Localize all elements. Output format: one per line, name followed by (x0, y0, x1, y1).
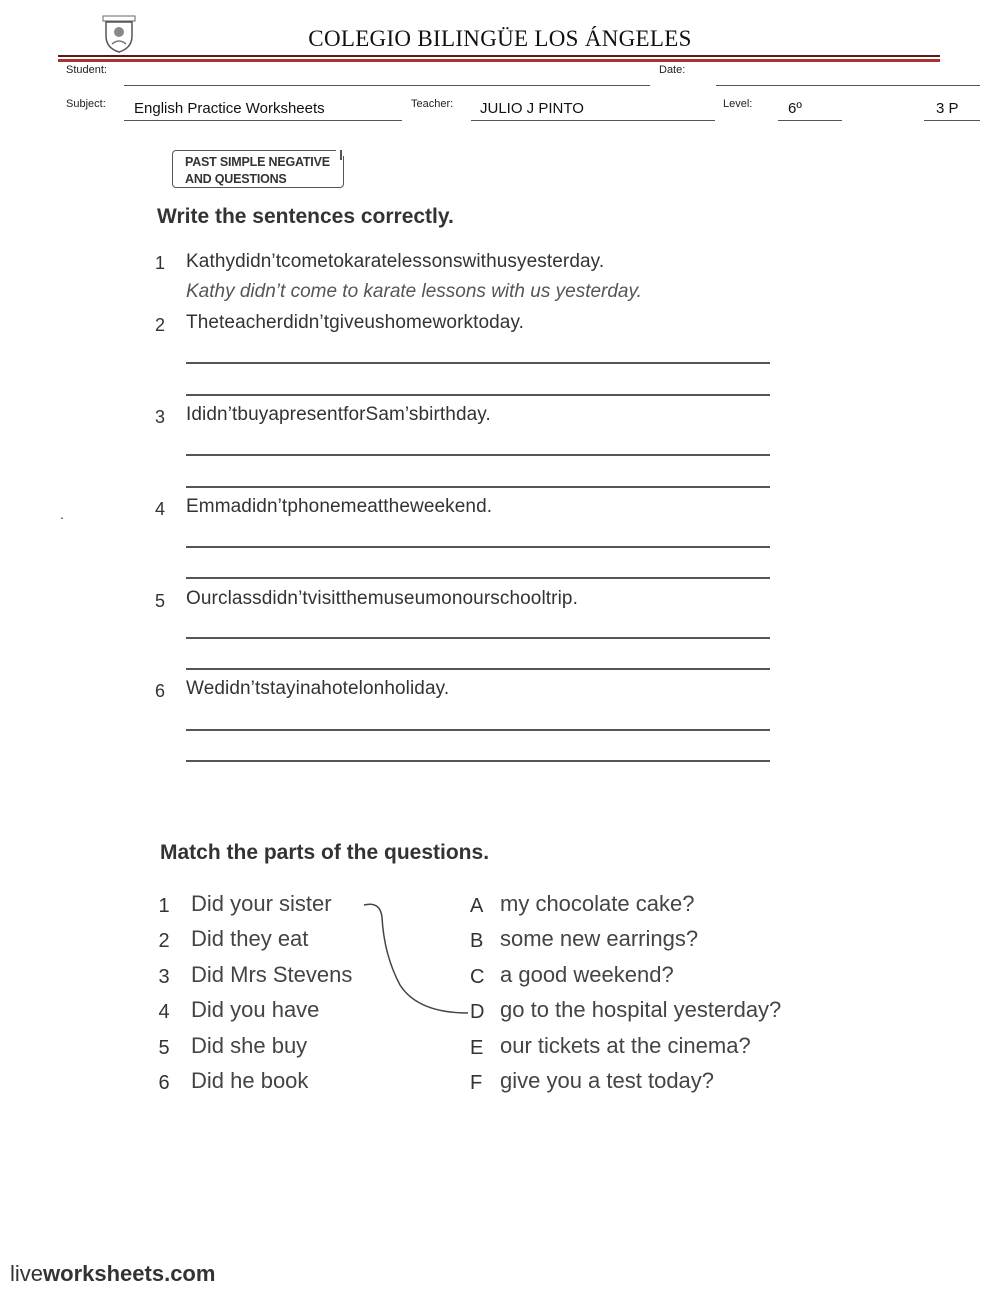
answer-line[interactable] (186, 486, 770, 488)
level-value: 6º (788, 100, 802, 117)
match-left-number: 4 (158, 1001, 170, 1023)
exercise1-title: Write the sentences correctly. (157, 205, 454, 228)
match-right-letter: D (470, 1001, 485, 1023)
answer-line[interactable] (186, 454, 770, 456)
teacher-field-line (471, 120, 715, 121)
match-left-item[interactable]: Did Mrs Stevens (191, 962, 353, 987)
match-left-number: 2 (158, 930, 170, 952)
stray-mark: . (60, 506, 64, 522)
match-right-item[interactable]: give you a test today? (500, 1068, 715, 1093)
match-left-number: 1 (158, 895, 170, 917)
subject-label: Subject: (66, 98, 106, 110)
teacher-label: Teacher: (411, 98, 454, 110)
group-field-line (924, 120, 980, 121)
match-left-item[interactable]: Did they eat (191, 926, 309, 951)
match-left-number: 6 (158, 1072, 170, 1094)
date-label: Date: (659, 64, 686, 76)
match-connector-line (360, 895, 470, 1020)
answer-line[interactable] (186, 668, 770, 670)
topic-tag-line1: PAST SIMPLE NEGATIVE (185, 155, 330, 169)
answer-line[interactable] (186, 362, 770, 364)
ex1-item-text: Theteacherdidn’tgiveushomeworktoday. (186, 312, 525, 333)
ex1-item-text: Ourclassdidn’tvisitthemuseumonourschooltrip. (186, 588, 578, 609)
level-label: Level: (723, 98, 753, 110)
teacher-value: JULIO J PINTO (480, 100, 584, 117)
ex1-item-number: 6 (154, 681, 165, 701)
tag-notch-line (340, 150, 342, 160)
liveworksheets-logo (10, 1261, 215, 1287)
match-right-item[interactable]: some new earrings? (500, 926, 699, 951)
ex1-item-number: 3 (154, 407, 165, 427)
header-rule-red (58, 59, 940, 62)
school-name: COLEGIO BILINGÜE LOS ÁNGELES (308, 26, 692, 51)
student-label: Student: (66, 64, 107, 76)
match-right-item[interactable]: my chocolate cake? (500, 891, 695, 916)
answer-line[interactable] (186, 729, 770, 731)
exercise2-title: Match the parts of the questions. (160, 841, 490, 864)
level-field-line (778, 120, 842, 121)
header-rule-dark (58, 55, 940, 57)
match-right-item[interactable]: our tickets at the cinema? (500, 1033, 751, 1058)
match-left-item[interactable]: Did he book (191, 1068, 309, 1093)
match-right-letter: B (470, 930, 484, 952)
answer-line[interactable] (186, 760, 770, 762)
match-left-number: 3 (158, 966, 170, 988)
match-right-item[interactable]: go to the hospital yesterday? (500, 997, 782, 1022)
ex1-item-number: 1 (154, 253, 165, 273)
ex1-item-number: 5 (154, 591, 165, 611)
student-field[interactable] (124, 85, 650, 86)
ex1-item-number: 2 (154, 315, 165, 335)
ex1-item-text: Wedidn’tstayinahotelonholiday. (186, 678, 450, 699)
ex1-item-number: 4 (154, 499, 165, 519)
match-left-number: 5 (158, 1037, 170, 1059)
topic-tag-line2: AND QUESTIONS (185, 172, 287, 186)
match-right-letter: A (470, 895, 484, 917)
match-left-item[interactable]: Did your sister (191, 891, 332, 916)
ex1-item-text: Kathydidn’tcometokaratelessonswithusyesterday. (186, 251, 605, 272)
subject-field-line (124, 120, 402, 121)
match-right-letter: E (470, 1037, 484, 1059)
match-left-item[interactable]: Did you have (191, 997, 320, 1022)
match-left-item[interactable]: Did she buy (191, 1033, 308, 1058)
group-value: 3 P (936, 100, 959, 117)
answer-line[interactable] (186, 637, 770, 639)
match-right-letter: C (470, 966, 485, 988)
logo-light: live (10, 1261, 44, 1286)
logo-bold: worksheets (43, 1261, 165, 1286)
answer-line[interactable] (186, 577, 770, 579)
topic-tag (172, 150, 344, 188)
match-right-item[interactable]: a good weekend? (500, 962, 674, 987)
date-field[interactable] (716, 85, 980, 86)
ex1-item-text: Ididn’tbuyapresentforSam’sbirthday. (186, 404, 491, 425)
subject-value: English Practice Worksheets (134, 100, 325, 117)
answer-line[interactable] (186, 546, 770, 548)
ex1-example-answer: Kathy didn’t come to karate lessons with us yesterday. (186, 281, 642, 302)
logo-tld: .com (164, 1261, 216, 1286)
answer-line[interactable] (186, 394, 770, 396)
ex1-item-text: Emmadidn’tphonemeattheweekend. (186, 496, 493, 517)
match-right-letter: F (470, 1072, 483, 1094)
